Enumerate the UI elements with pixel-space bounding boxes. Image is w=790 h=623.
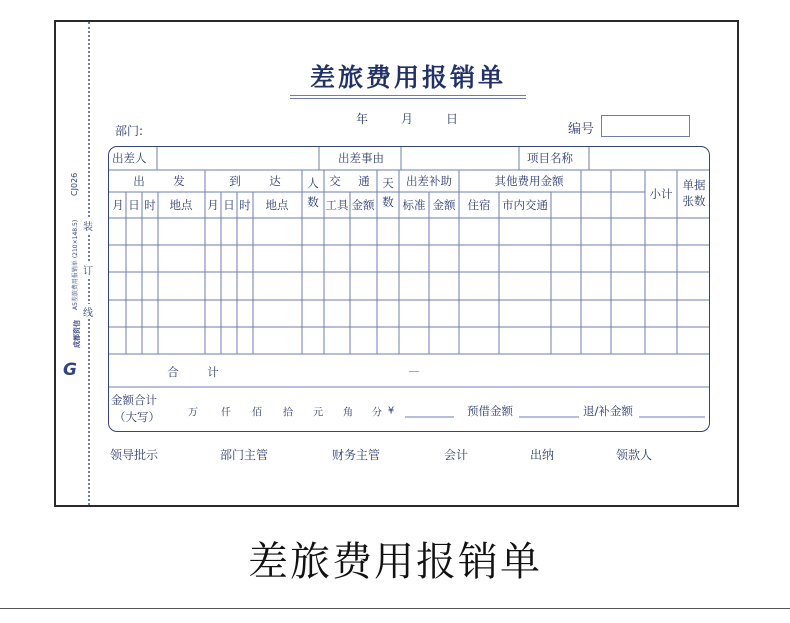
binding-mark: 装 xyxy=(83,218,93,233)
table-grid xyxy=(109,147,710,432)
allowance-amount-header: 金额 xyxy=(432,198,456,212)
expense-table xyxy=(108,146,710,432)
total-label: 合 xyxy=(167,365,179,379)
city-transport-header: 市内交通 xyxy=(502,198,548,212)
binding-mark: 订 xyxy=(83,262,93,277)
unit-wan: 万 xyxy=(188,407,198,419)
total-label: 计 xyxy=(207,365,219,379)
accountant-label: 会计 xyxy=(444,448,469,462)
advance-label: 预借金额 xyxy=(467,404,513,418)
payee-label: 领款人 xyxy=(616,448,653,462)
depart-place-header: 地点 xyxy=(169,198,193,212)
brand-logo-icon: G xyxy=(63,360,77,380)
month-label: 月 xyxy=(401,112,414,126)
allowance-standard-header: 标准 xyxy=(402,198,426,212)
finance-head-label: 财务主管 xyxy=(332,448,381,462)
form-title: 差旅费用报销单 xyxy=(309,63,506,92)
people-header: 人 xyxy=(307,176,319,190)
year-label: 年 xyxy=(356,112,369,126)
subtotal-header: 小计 xyxy=(649,187,673,201)
unit-jiao: 角 xyxy=(343,407,353,419)
allowance-header: 出差补助 xyxy=(406,174,452,188)
depart-hour-header: 时 xyxy=(144,198,156,212)
unit-qian: 仟 xyxy=(221,407,231,419)
day-label: 日 xyxy=(446,112,459,126)
number-field[interactable] xyxy=(601,115,690,137)
depart-month-header: 月 xyxy=(112,198,124,212)
refund-label: 退/补金额 xyxy=(583,404,633,418)
leader-approval-label: 领导批示 xyxy=(110,448,159,462)
cashier-label: 出纳 xyxy=(530,448,555,462)
amount-total-label: （大写） xyxy=(114,410,160,424)
project-name-label: 项目名称 xyxy=(527,151,573,165)
product-spec: A5差旅费用报销单 (210×148.5) xyxy=(72,219,79,310)
yen-sign: ¥ xyxy=(387,405,395,417)
bottom-divider xyxy=(0,608,790,609)
transport-header: 交 xyxy=(329,174,341,188)
amount-total-label: 金额合计 xyxy=(111,393,157,407)
depart-day-header: 日 xyxy=(128,198,140,212)
arrive-day-header: 日 xyxy=(223,198,235,212)
transport-header: 通 xyxy=(358,174,370,188)
lodging-header: 住宿 xyxy=(467,198,491,212)
product-code: CJ026 xyxy=(70,172,79,196)
unit-shi: 拾 xyxy=(283,407,293,419)
days-header: 天 xyxy=(382,176,394,190)
transport-tool-header: 工具 xyxy=(325,198,349,212)
transport-amount-header: 金额 xyxy=(351,198,375,212)
depart-header: 发 xyxy=(173,174,185,188)
unit-bai: 佰 xyxy=(252,407,262,419)
depart-header: 出 xyxy=(133,174,145,188)
number-label: 编号 xyxy=(568,122,595,137)
unit-yuan: 元 xyxy=(313,407,323,419)
unit-fen: 分 xyxy=(372,407,382,419)
dept-head-label: 部门主管 xyxy=(220,448,269,462)
product-caption: 差旅费用报销单 xyxy=(248,539,542,585)
binding-mark: 线 xyxy=(83,304,93,319)
arrive-header: 到 xyxy=(229,174,241,188)
receipts-header: 单据 xyxy=(682,178,706,192)
brand-name: 成都资信 xyxy=(73,320,81,348)
arrive-hour-header: 时 xyxy=(239,198,251,212)
dash-mark: — xyxy=(408,364,420,378)
other-fees-header: 其他费用金额 xyxy=(494,174,564,188)
department-label: 部门: xyxy=(115,124,144,138)
people-header: 数 xyxy=(307,195,319,209)
traveler-label: 出差人 xyxy=(112,151,147,165)
days-header: 数 xyxy=(382,195,394,209)
trip-reason-label: 出差事由 xyxy=(338,151,384,165)
receipts-header: 张数 xyxy=(682,194,706,208)
arrive-place-header: 地点 xyxy=(265,198,289,212)
title-underline xyxy=(290,95,526,96)
title-underline xyxy=(290,98,526,99)
arrive-month-header: 月 xyxy=(207,198,219,212)
arrive-header: 达 xyxy=(269,174,281,188)
